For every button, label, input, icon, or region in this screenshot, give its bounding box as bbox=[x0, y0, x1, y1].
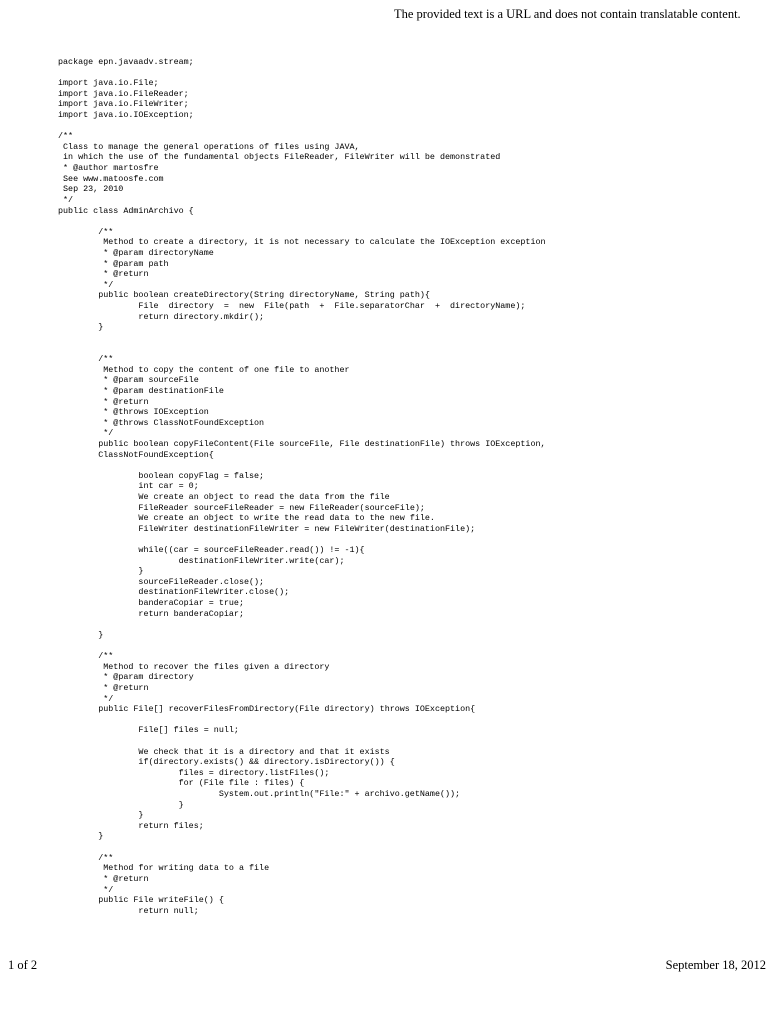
code-line: /** bbox=[58, 131, 74, 142]
code-line: * @throws IOException bbox=[58, 407, 209, 418]
code-line: ClassNotFoundException{ bbox=[58, 449, 214, 460]
code-line: /** bbox=[58, 354, 114, 365]
code-line: package epn.javaadv.stream; bbox=[58, 57, 194, 67]
code-line bbox=[58, 121, 546, 132]
code-line bbox=[58, 333, 546, 344]
code-line: Sep 23, 2010 bbox=[58, 184, 124, 195]
code-line: * @author martosfre bbox=[58, 163, 159, 174]
code-line: import java.io.IOException; bbox=[58, 110, 194, 121]
code-line bbox=[58, 460, 546, 471]
code-line: destinationFileWriter.write(car); bbox=[58, 555, 345, 566]
code-line: for (File file : files) { bbox=[58, 778, 305, 789]
code-line: in which the use of the fundamental objects FileReader, FileWriter will be demonstrated bbox=[58, 152, 501, 163]
code-line: import java.io.File; bbox=[58, 78, 159, 89]
code-line: public boolean createDirectory(String directoryName, String path){ bbox=[58, 290, 430, 301]
code-line: Method for writing data to a file bbox=[58, 863, 270, 874]
code-line: return null; bbox=[58, 905, 199, 916]
code-line: /** bbox=[58, 651, 114, 662]
code-line: return files; bbox=[58, 820, 204, 831]
code-line: while((car = sourceFileReader.read()) != -1){ bbox=[58, 545, 365, 556]
code-line bbox=[58, 715, 546, 726]
code-line: } bbox=[58, 629, 104, 640]
code-line: destinationFileWriter.close(); bbox=[58, 587, 290, 598]
code-line: } bbox=[58, 831, 104, 842]
code-line: } bbox=[58, 322, 104, 333]
code-line: * @throws ClassNotFoundException bbox=[58, 417, 265, 428]
code-line: File directory = new File(path + File.separatorChar + directoryName); bbox=[58, 301, 526, 312]
code-line: } bbox=[58, 566, 144, 577]
code-line: * @param directoryName bbox=[58, 247, 214, 258]
code-line: We create an object to write the read data to the new file. bbox=[58, 513, 435, 524]
code-line: */ bbox=[58, 693, 114, 704]
code-line: Class to manage the general operations of files using JAVA, bbox=[58, 141, 360, 152]
code-line: Method to create a directory, it is not necessary to calculate the IOException exception bbox=[58, 237, 546, 248]
code-line: */ bbox=[58, 884, 114, 895]
code-line: import java.io.FileWriter; bbox=[58, 99, 189, 110]
code-line bbox=[58, 641, 546, 652]
code-line: import java.io.FileReader; bbox=[58, 88, 189, 99]
print-date: September 18, 2012 bbox=[665, 958, 766, 972]
code-line: See www.matoosfe.com bbox=[58, 173, 164, 184]
code-line: File[] files = null; bbox=[58, 725, 239, 736]
code-line bbox=[58, 343, 546, 354]
code-line: * @return bbox=[58, 269, 149, 280]
code-line: * @return bbox=[58, 396, 149, 407]
code-line: */ bbox=[58, 279, 114, 290]
code-line: * @return bbox=[58, 873, 149, 884]
code-line: public boolean copyFileContent(File sourceFile, File destinationFile) throws IOException, bbox=[58, 438, 546, 449]
code-line: * @param sourceFile bbox=[58, 375, 199, 386]
code-line: System.out.println("File:" + archivo.getName()); bbox=[58, 789, 461, 800]
page-header-note: The provided text is a URL and does not contain translatable content. bbox=[394, 7, 741, 21]
code-line bbox=[58, 619, 546, 630]
code-line: */ bbox=[58, 194, 74, 205]
code-line: Method to recover the files given a directory bbox=[58, 661, 330, 672]
code-line: boolean copyFlag = false; bbox=[58, 470, 265, 481]
code-line: * @param directory bbox=[58, 672, 194, 683]
code-line: files = directory.listFiles(); bbox=[58, 767, 330, 778]
code-line: } bbox=[58, 810, 144, 821]
code-line: return banderaCopiar; bbox=[58, 608, 244, 619]
code-line: public File writeFile() { bbox=[58, 895, 224, 906]
code-line: } bbox=[58, 799, 184, 810]
code-line: public class AdminArchivo { bbox=[58, 205, 194, 216]
code-line: * @return bbox=[58, 682, 149, 693]
code-line: FileWriter destinationFileWriter = new FileWriter(destinationFile); bbox=[58, 523, 476, 534]
code-line: public File[] recoverFilesFromDirectory(File directory) throws IOException{ bbox=[58, 704, 476, 715]
code-line: We check that it is a directory and that it exists bbox=[58, 746, 390, 757]
code-line: Method to copy the content of one file to another bbox=[58, 364, 350, 375]
code-line bbox=[58, 68, 546, 79]
code-line bbox=[58, 842, 546, 853]
code-line: */ bbox=[58, 428, 114, 439]
code-listing bbox=[58, 57, 546, 916]
code-line: We create an object to read the data from the file bbox=[58, 491, 390, 502]
code-line: * @param path bbox=[58, 258, 169, 269]
code-line: int car = 0; bbox=[58, 481, 199, 492]
code-line: /** bbox=[58, 226, 114, 237]
code-line: return directory.mkdir(); bbox=[58, 311, 265, 322]
code-line: sourceFileReader.close(); bbox=[58, 576, 265, 587]
page-number: 1 of 2 bbox=[8, 958, 38, 972]
code-line bbox=[58, 736, 546, 747]
code-line bbox=[58, 216, 546, 227]
code-line: banderaCopiar = true; bbox=[58, 598, 244, 609]
code-line: if(directory.exists() && directory.isDirectory()) { bbox=[58, 757, 395, 768]
code-line: /** bbox=[58, 852, 114, 863]
code-line bbox=[58, 534, 546, 545]
code-line: * @param destinationFile bbox=[58, 385, 224, 396]
code-line: FileReader sourceFileReader = new FileReader(sourceFile); bbox=[58, 502, 425, 513]
